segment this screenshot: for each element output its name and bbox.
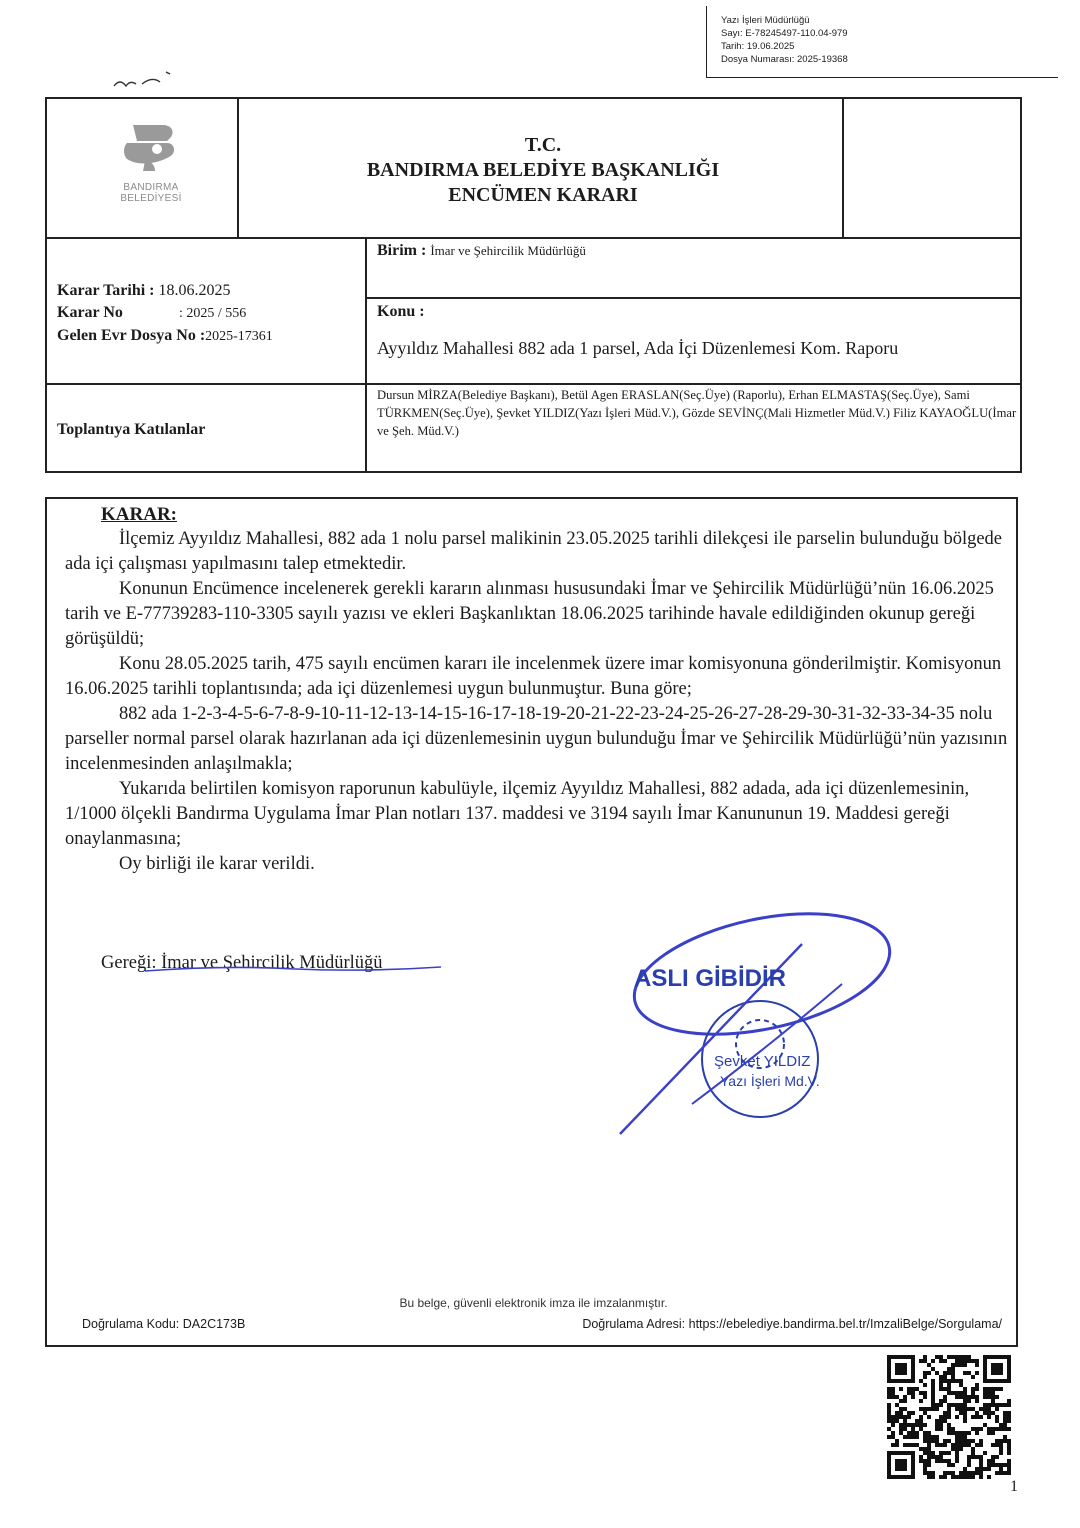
page-number: 1 xyxy=(1010,1478,1018,1495)
title-doc-type: ENCÜMEN KARARI xyxy=(448,184,638,206)
gereği-line: Gereği: İmar ve Şehircilik Müdürlüğü xyxy=(101,953,383,973)
document-title xyxy=(239,133,847,208)
gelen-evr-label: Gelen Evr Dosya No : xyxy=(57,327,206,344)
stamp-dosya: Dosya Numarası: 2025-19368 xyxy=(721,54,848,65)
karar-no-value: : 2025 / 556 xyxy=(179,306,247,321)
pen-scribble xyxy=(112,70,192,92)
karar-tarihi-value: 18.06.2025 xyxy=(158,282,231,299)
title-institution: BANDIRMA BELEDİYE BAŞKANLIĞI xyxy=(366,159,720,181)
certified-copy-stamp xyxy=(612,894,892,1149)
bandirma-logo-icon xyxy=(119,119,183,177)
decision-meta xyxy=(57,280,273,348)
registry-stamp xyxy=(706,6,1058,78)
stamp-tarih: Tarih: 19.06.2025 xyxy=(721,41,795,52)
karar-heading: KARAR: xyxy=(101,504,177,525)
karar-paragraph-2: Konunun Encümence incelenerek gerekli kararın alınması hususundaki İmar ve Şehircilik Müdürlüğü’nün 16.06.2025 tarih ve E-77739283-110-3305 sayılı yazısı ve ekleri Başkanlıktan 18.06.2025 tarihinde havale edildiğinden okunup gereği görüşüldü; xyxy=(65,579,994,649)
logo-line2: BELEDİYESİ xyxy=(120,193,182,204)
karar-paragraph-3: Konu 28.05.2025 tarih, 475 sayılı encümen kararı ile incelenmek üzere imar komisyonuna gönderilmiştir. Komisyonun 16.06.2025 tarihli toplantısında; ada içi düzenlemesi uygun bulunmuştur. Buna göre; xyxy=(65,654,1002,699)
birim-value: İmar ve Şehircilik Müdürlüğü xyxy=(430,243,586,258)
konu-label: Konu : xyxy=(377,303,425,320)
karar-paragraph-4: 882 ada 1-2-3-4-5-6-7-8-9-10-11-12-13-14-15-16-17-18-19-20-21-22-23-24-25-26-27-28-29-30-31-32-33-34-35 nolu parseller normal parsel olarak hazırlanan ada içi düzenlemesinin uygun bulunduğu İmar ve Şehircilik Müdürlüğü’nün yazısının incelenmesinden anlaşılmakla; xyxy=(65,704,1008,774)
header-table xyxy=(45,97,1022,473)
birim-field xyxy=(377,242,586,260)
logo-line1: BANDIRMA xyxy=(123,182,179,193)
toplanti-label: Toplantıya Katılanlar xyxy=(57,421,206,438)
karar-paragraph-1: İlçemiz Ayyıldız Mahallesi, 882 ada 1 nolu parsel malikinin 23.05.2025 tarihli dilekçesi ile parselin bulunduğu bölgede ada içi çalışması yapılmasını talep etmektedir. xyxy=(65,529,1003,574)
karar-paragraph-5: Yukarıda belirtilen komisyon raporunun kabulüyle, ilçemiz Ayyıldız Mahallesi, 882 adada, ada içi düzenlemesinin, 1/1000 ölçekli Bandırma Uygulama İmar Plan notları 137. maddesi ve 3194 sayılı İmar Kanununun 19. Maddesi gereği onaylanmasına; xyxy=(65,779,970,849)
title-tc: T.C. xyxy=(524,134,562,156)
stamp-sayi: Sayı: E-78245497-110.04-979 xyxy=(721,28,848,39)
qr-code-icon xyxy=(887,1355,1011,1479)
decision-body xyxy=(45,497,1018,1347)
municipality-logo xyxy=(109,119,193,209)
verification-address[interactable]: Doğrulama Adresi: https://ebelediye.bandirma.bel.tr/ImzaliBelge/Sorgulama/ xyxy=(582,1317,1002,1331)
karar-paragraph-6: Oy birliği ile karar verildi. xyxy=(119,854,315,874)
karar-tarihi-label: Karar Tarihi : xyxy=(57,282,155,299)
stamp-title: Yazı İşleri Md.V. xyxy=(720,1073,820,1089)
stamp-name: Şevket YILDIZ xyxy=(714,1053,811,1070)
karar-text xyxy=(65,527,1013,877)
stamp-unit: Yazı İşleri Müdürlüğü xyxy=(721,15,810,26)
e-signature-note: Bu belge, güvenli elektronik imza ile imzalanmıştır. xyxy=(399,1296,668,1310)
asli-gibidir-text: ASLI GİBİDİR xyxy=(634,965,787,992)
verification-code: Doğrulama Kodu: DA2C173B xyxy=(82,1317,246,1331)
birim-label: Birim : xyxy=(377,242,427,259)
toplanti-attendees: Dursun MİRZA(Belediye Başkanı), Betül Agen ERASLAN(Seç.Üye) (Raporlu), Erhan ELMASTAŞ(Seç.Üye), Sami TÜRKMEN(Seç.Üye), Şevket YILDIZ(Yazı İşleri Müd.V.), Gözde SEVİNÇ(Mali Hizmetler Müd.V.) Filiz KAYAOĞLU(İmar ve Şeh. Müd.V.) xyxy=(377,388,1017,438)
gelen-evr-value: 2025-17361 xyxy=(205,329,273,344)
pen-underline xyxy=(143,965,443,975)
karar-no-label: Karar No xyxy=(57,304,123,321)
konu-value: Ayyıldız Mahallesi 882 ada 1 parsel, Ada İçi Düzenlemesi Kom. Raporu xyxy=(377,338,899,358)
